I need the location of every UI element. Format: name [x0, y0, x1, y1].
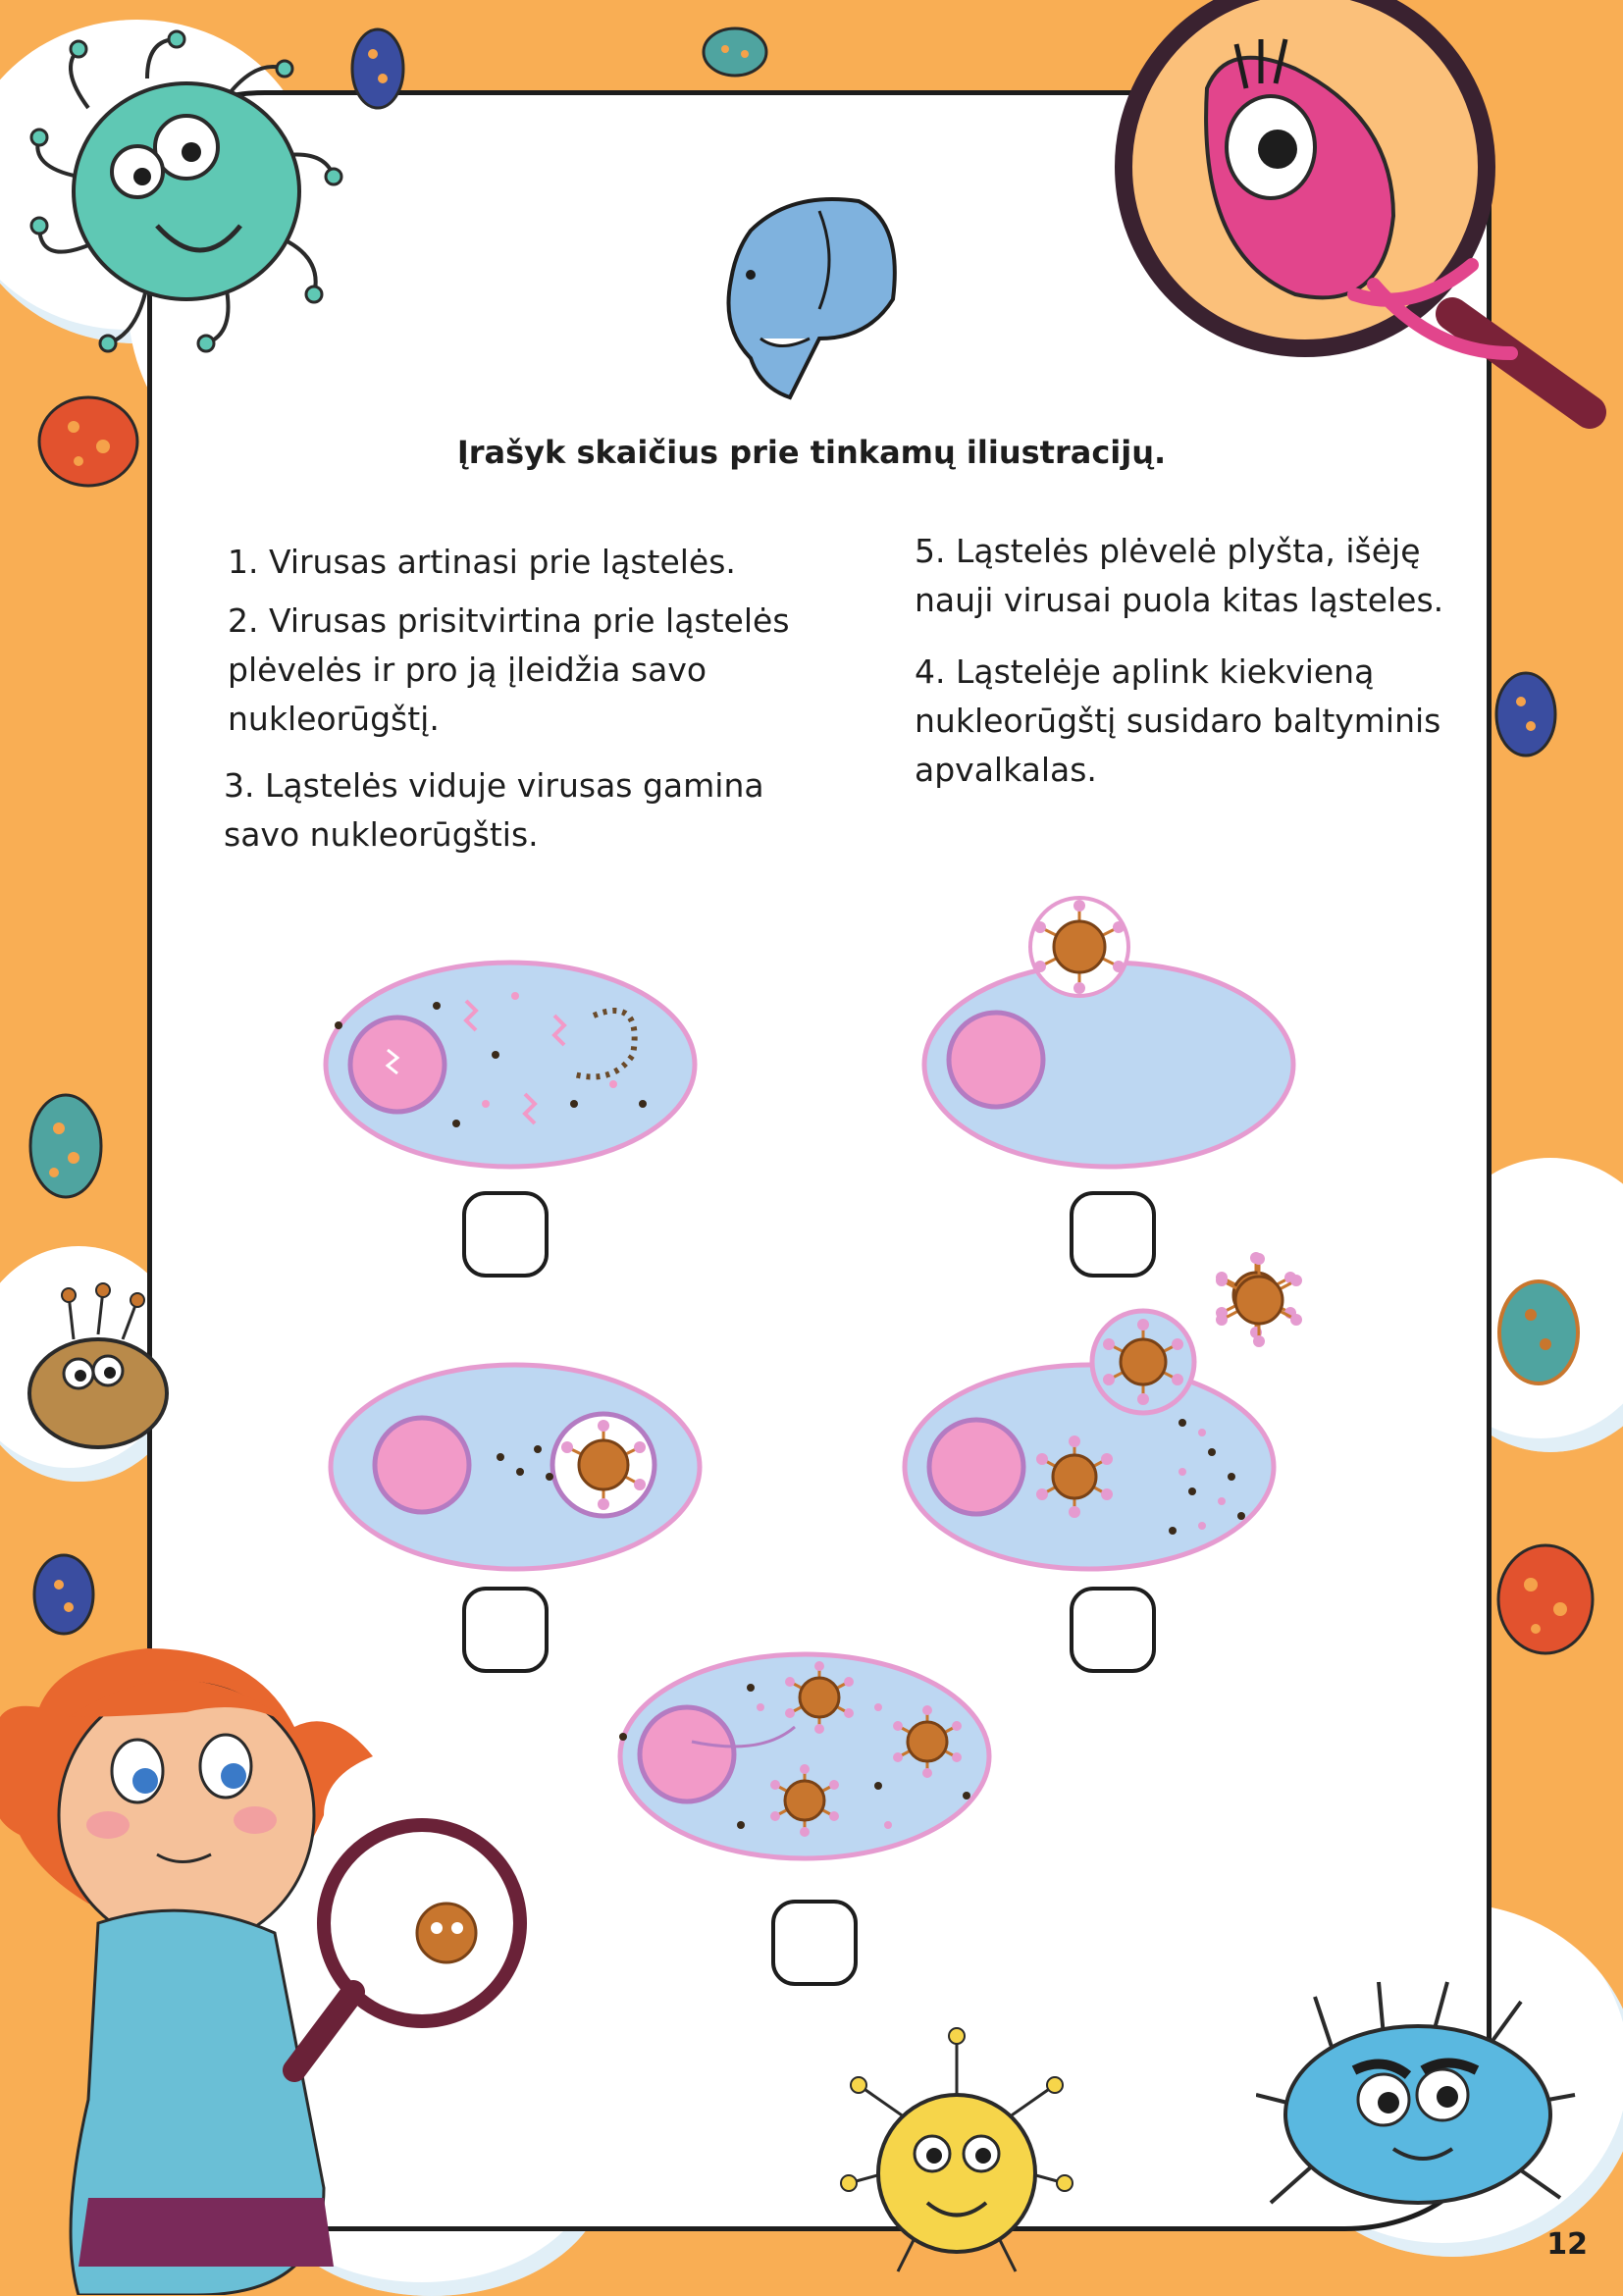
cell-illustration-capsid-forming — [613, 1648, 996, 1864]
germ-blob-icon — [1492, 1276, 1585, 1388]
microbe-character-icon — [29, 29, 353, 363]
cell-illustration-virus-attaching — [324, 1359, 711, 1575]
germ-blob-icon — [348, 25, 407, 113]
instruction-3: 3. Ląstelės viduje virusas gamina savo nukleorūgštis. — [224, 766, 764, 854]
answer-box-5[interactable] — [771, 1900, 858, 1986]
instruction-5: 5. Ląstelės plėvelė plyšta, išėję nauji virusai puola kitas ląsteles. — [915, 532, 1444, 619]
microbe-character-icon — [1256, 1977, 1580, 2222]
germ-blob-icon — [1492, 667, 1560, 760]
germ-blob-icon — [34, 388, 142, 496]
answer-box-4[interactable] — [1070, 1587, 1156, 1673]
virus-icon — [1210, 1251, 1308, 1349]
task-title: Įrašyk skaičius prie tinkamų iliustracijų. — [456, 434, 1167, 471]
cell-illustration-nucleic-acids — [319, 957, 702, 1173]
instruction-2: 2. Virusas prisitvirtina prie ląstelės plėvelės ir pro ją įleidžia savo nukleorūgštį. — [228, 601, 790, 738]
page-number: 12 — [1546, 2227, 1588, 2262]
germ-blob-icon — [25, 1089, 108, 1202]
microbe-character-icon — [25, 1280, 172, 1452]
answer-box-1[interactable] — [462, 1191, 549, 1278]
elephant-icon — [721, 191, 903, 407]
microbe-character-icon — [839, 2026, 1074, 2281]
germ-blob-icon — [1492, 1540, 1599, 1658]
germ-blob-icon — [701, 25, 769, 78]
instruction-4: 4. Ląstelėje aplink kiekvieną nukleorūgštį susidaro baltyminis apvalkalas. — [915, 652, 1441, 789]
girl-character-icon — [0, 1639, 589, 2295]
germ-blob-icon — [29, 1550, 98, 1639]
magnifier-icon — [1060, 0, 1623, 451]
instruction-1: 1. Virusas artinasi prie ląstelės. — [228, 543, 736, 581]
cell-illustration-virus-approaching — [917, 898, 1300, 1173]
